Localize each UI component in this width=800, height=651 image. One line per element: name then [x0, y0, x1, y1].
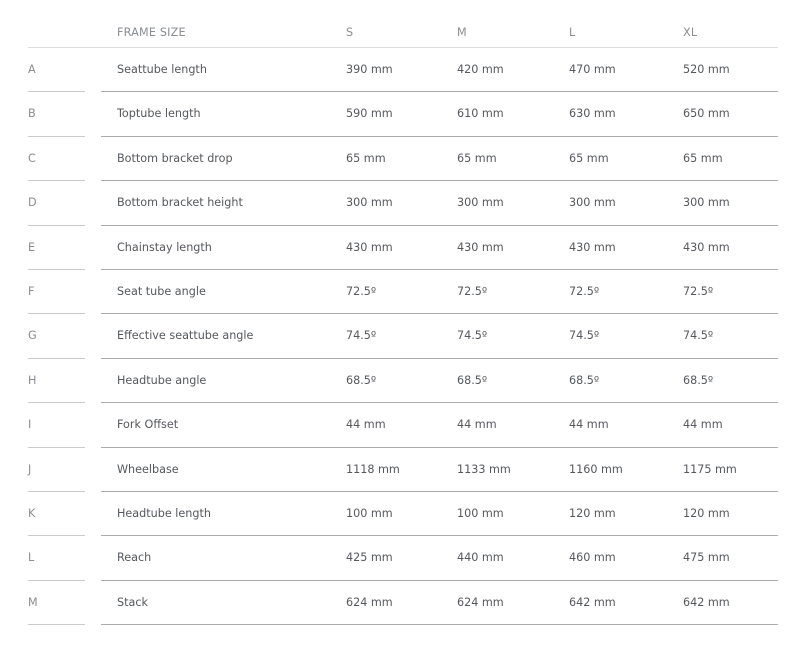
value-l: 430 mm: [569, 240, 616, 254]
table-row: [28, 536, 778, 580]
value-m: 1133 mm: [457, 462, 511, 476]
table-row: [28, 48, 778, 92]
value-xl: 642 mm: [683, 595, 730, 609]
row-letter: K: [28, 506, 36, 520]
value-l: 300 mm: [569, 196, 616, 210]
value-xl: 65 mm: [683, 151, 723, 165]
value-xl: 1175 mm: [683, 462, 737, 476]
table-row: [28, 92, 778, 136]
table-row: [28, 403, 778, 447]
table-row: [28, 226, 778, 270]
table-row: [28, 359, 778, 403]
value-l: 642 mm: [569, 595, 616, 609]
value-s: 44 mm: [346, 418, 386, 432]
value-l: 630 mm: [569, 107, 616, 121]
row-label: Reach: [117, 551, 152, 565]
value-m: 610 mm: [457, 107, 504, 121]
row-label: Effective seattube angle: [117, 329, 254, 343]
row-label: Toptube length: [117, 107, 201, 121]
value-l: 44 mm: [569, 418, 609, 432]
row-letter: F: [28, 284, 35, 298]
value-s: 65 mm: [346, 151, 386, 165]
table-row: [28, 137, 778, 181]
row-letter: J: [28, 462, 32, 476]
value-s: 100 mm: [346, 506, 393, 520]
table-row: [28, 492, 778, 536]
value-xl: 430 mm: [683, 240, 730, 254]
row-divider: [101, 624, 778, 625]
table-row: [28, 270, 778, 314]
value-xl: 475 mm: [683, 551, 730, 565]
row-label: Headtube length: [117, 506, 211, 520]
value-l: 65 mm: [569, 151, 609, 165]
size-header-xl: XL: [683, 26, 698, 39]
value-s: 590 mm: [346, 107, 393, 121]
row-label: Chainstay length: [117, 240, 212, 254]
size-header-l: L: [569, 26, 576, 39]
row-label: Bottom bracket drop: [117, 151, 233, 165]
row-letter: G: [28, 329, 37, 343]
value-m: 100 mm: [457, 506, 504, 520]
table-header-row: [28, 11, 778, 48]
row-letter: M: [28, 595, 38, 609]
frame-size-header: FRAME SIZE: [117, 26, 186, 39]
value-l: 1160 mm: [569, 462, 623, 476]
value-m: 624 mm: [457, 595, 504, 609]
row-letter: E: [28, 240, 36, 254]
row-letter: A: [28, 63, 36, 76]
value-s: 74.5º: [346, 329, 377, 343]
value-l: 72.5º: [569, 284, 600, 298]
row-label: Fork Offset: [117, 418, 179, 432]
value-m: 300 mm: [457, 196, 504, 210]
value-xl: 650 mm: [683, 107, 730, 121]
value-m: 44 mm: [457, 418, 497, 432]
row-label: Headtube angle: [117, 373, 207, 387]
value-s: 300 mm: [346, 196, 393, 210]
value-s: 68.5º: [346, 373, 377, 387]
value-m: 420 mm: [457, 63, 504, 76]
value-xl: 300 mm: [683, 196, 730, 210]
row-label: Bottom bracket height: [117, 196, 243, 210]
size-header-m: M: [457, 26, 467, 39]
value-xl: 68.5º: [683, 373, 714, 387]
value-s: 1118 mm: [346, 462, 400, 476]
row-letter: C: [28, 151, 36, 165]
table-row: [28, 181, 778, 225]
row-divider-left: [28, 624, 85, 625]
value-s: 390 mm: [346, 63, 393, 76]
value-m: 65 mm: [457, 151, 497, 165]
value-m: 430 mm: [457, 240, 504, 254]
value-m: 72.5º: [457, 284, 488, 298]
value-m: 68.5º: [457, 373, 488, 387]
value-xl: 520 mm: [683, 63, 730, 76]
value-s: 624 mm: [346, 595, 393, 609]
value-xl: 74.5º: [683, 329, 714, 343]
row-letter: I: [28, 418, 32, 432]
row-label: Seattube length: [117, 63, 207, 76]
row-label: Wheelbase: [117, 462, 179, 476]
value-l: 460 mm: [569, 551, 616, 565]
value-xl: 120 mm: [683, 506, 730, 520]
table-row: [28, 581, 778, 625]
value-l: 74.5º: [569, 329, 600, 343]
value-l: 68.5º: [569, 373, 600, 387]
value-s: 430 mm: [346, 240, 393, 254]
geometry-table: [28, 11, 778, 625]
value-m: 440 mm: [457, 551, 504, 565]
value-m: 74.5º: [457, 329, 488, 343]
value-xl: 44 mm: [683, 418, 723, 432]
row-label: Stack: [117, 595, 148, 609]
row-letter: H: [28, 373, 37, 387]
value-s: 425 mm: [346, 551, 393, 565]
row-letter: D: [28, 196, 37, 210]
row-label: Seat tube angle: [117, 284, 206, 298]
size-header-s: S: [346, 26, 354, 39]
row-letter: L: [28, 551, 35, 565]
value-l: 120 mm: [569, 506, 616, 520]
table-row: [28, 448, 778, 492]
value-xl: 72.5º: [683, 284, 714, 298]
value-l: 470 mm: [569, 63, 616, 76]
table-row: [28, 314, 778, 358]
row-letter: B: [28, 107, 36, 121]
value-s: 72.5º: [346, 284, 377, 298]
